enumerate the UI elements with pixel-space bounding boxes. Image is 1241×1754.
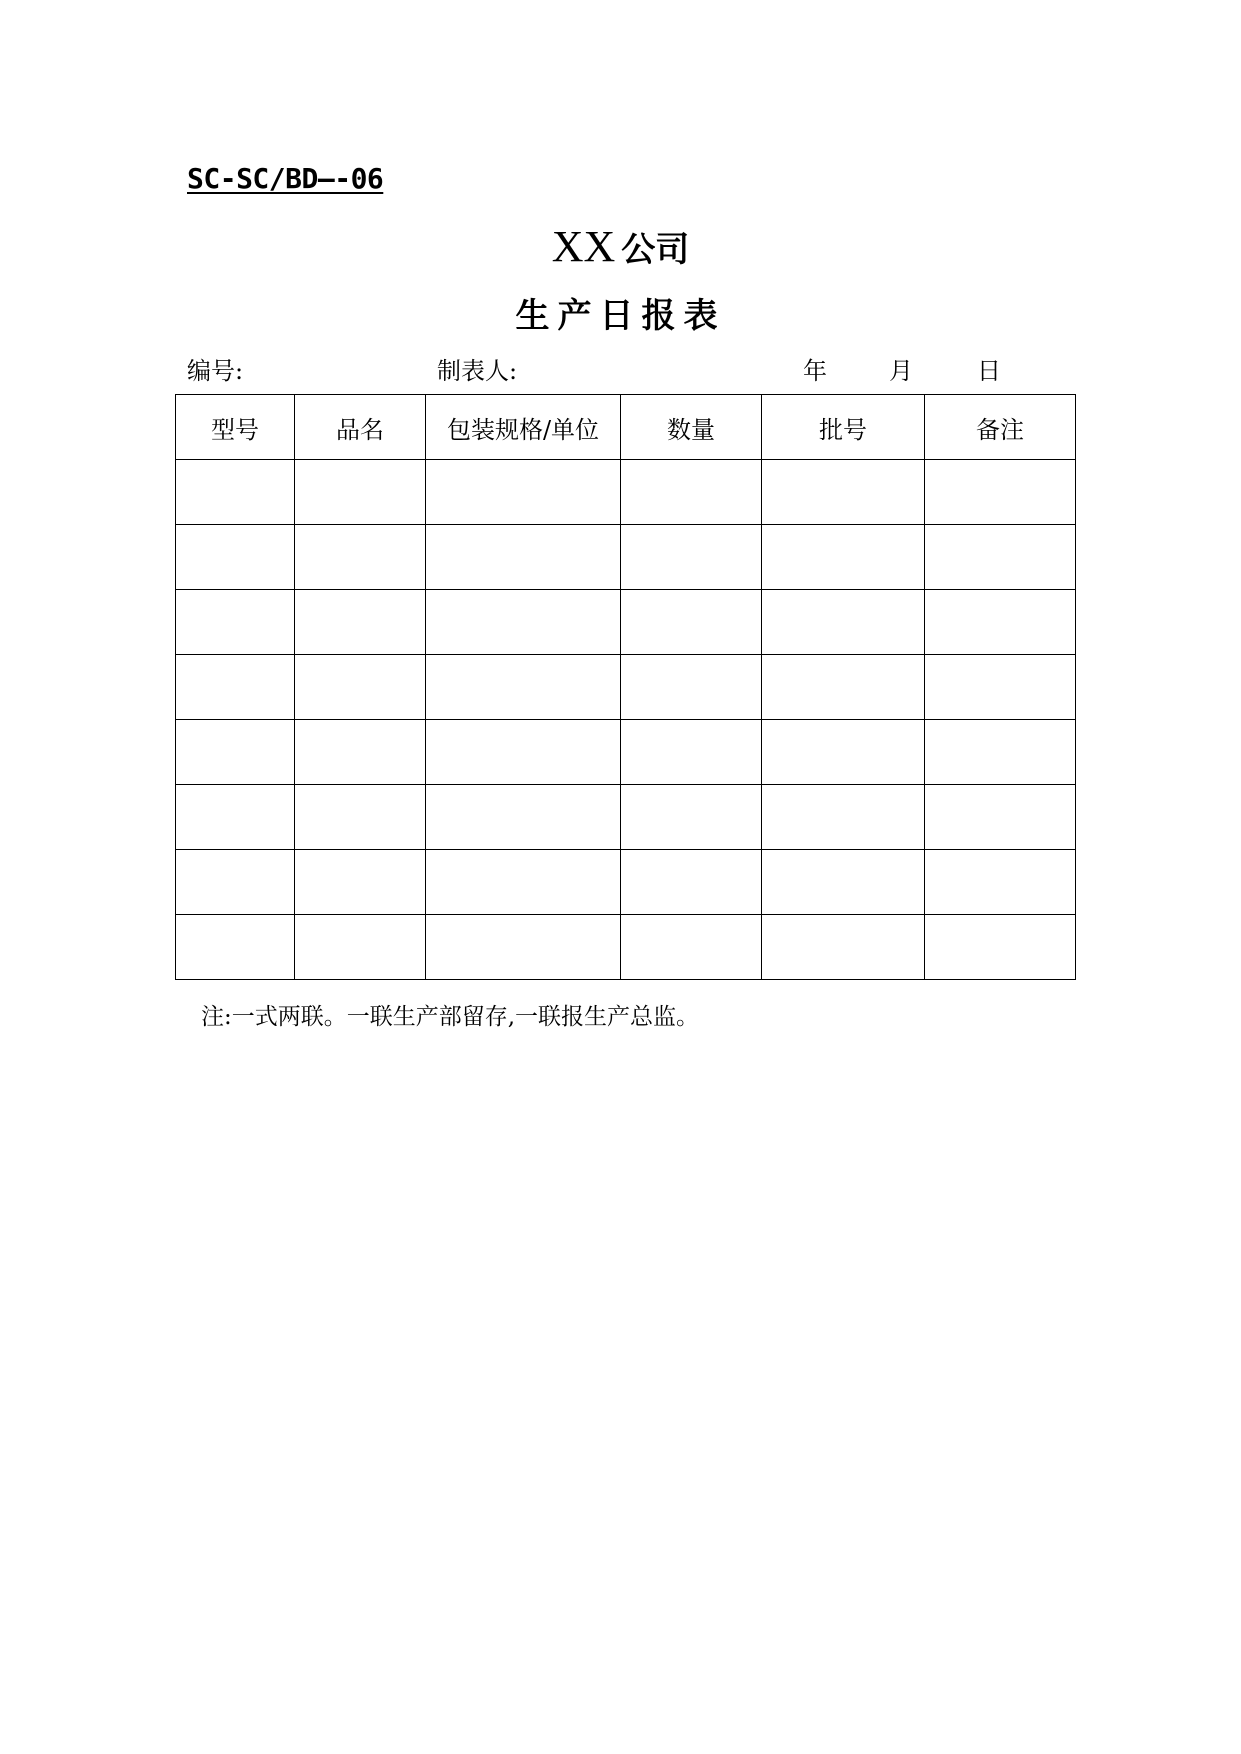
table-cell[interactable]: [621, 525, 762, 590]
table-cell[interactable]: [426, 915, 621, 980]
table-cell[interactable]: [295, 720, 426, 785]
table-cell[interactable]: [176, 720, 295, 785]
table-cell[interactable]: [925, 850, 1076, 915]
table-cell[interactable]: [925, 460, 1076, 525]
table-cell[interactable]: [762, 785, 925, 850]
table-cell[interactable]: [426, 850, 621, 915]
table-row: [176, 850, 1076, 915]
table-cell[interactable]: [426, 655, 621, 720]
production-report-table: [175, 394, 1076, 980]
table-cell[interactable]: [762, 590, 925, 655]
table-cell[interactable]: [426, 785, 621, 850]
table-cell[interactable]: [621, 655, 762, 720]
table-cell[interactable]: [925, 655, 1076, 720]
table-cell[interactable]: [621, 785, 762, 850]
table-cell[interactable]: [295, 785, 426, 850]
table-cell[interactable]: [621, 460, 762, 525]
table-cell[interactable]: [621, 720, 762, 785]
table-cell[interactable]: [621, 850, 762, 915]
table-cell[interactable]: [762, 720, 925, 785]
table-cell[interactable]: [925, 785, 1076, 850]
table-cell[interactable]: [176, 460, 295, 525]
table-cell[interactable]: [762, 850, 925, 915]
table-cell[interactable]: [176, 915, 295, 980]
table-cell[interactable]: [925, 915, 1076, 980]
table-cell[interactable]: [762, 915, 925, 980]
table-row: [176, 590, 1076, 655]
header-quantity: 数量: [621, 395, 762, 460]
table-cell[interactable]: [176, 525, 295, 590]
table-row: [176, 915, 1076, 980]
table-cell[interactable]: [426, 720, 621, 785]
month-label: 月: [889, 357, 913, 385]
header-batch-number: 批号: [762, 395, 925, 460]
table-row: [176, 525, 1076, 590]
table-cell[interactable]: [426, 525, 621, 590]
maker-label: 制表人:: [437, 357, 518, 385]
table-cell[interactable]: [925, 720, 1076, 785]
table-cell[interactable]: [176, 785, 295, 850]
company-name-latin: XX: [551, 222, 616, 271]
table-row: [176, 785, 1076, 850]
header-model: 型号: [176, 395, 295, 460]
table-cell[interactable]: [621, 915, 762, 980]
table-cell[interactable]: [762, 655, 925, 720]
year-label: 年: [803, 357, 827, 385]
form-title: 生产日报表: [515, 296, 726, 336]
table-cell[interactable]: [176, 655, 295, 720]
table-cell[interactable]: [426, 590, 621, 655]
table-cell[interactable]: [295, 525, 426, 590]
table-row: [176, 720, 1076, 785]
table-cell[interactable]: [621, 590, 762, 655]
table-row: [176, 460, 1076, 525]
table-cell[interactable]: [426, 460, 621, 525]
table-cell[interactable]: [176, 590, 295, 655]
table-cell[interactable]: [762, 460, 925, 525]
table-cell[interactable]: [295, 460, 426, 525]
table-cell[interactable]: [925, 525, 1076, 590]
day-label: 日: [977, 357, 1001, 385]
header-product-name: 品名: [295, 395, 426, 460]
table-cell[interactable]: [925, 590, 1076, 655]
company-title: [0, 222, 1241, 275]
header-packaging-spec: 包装规格/单位: [426, 395, 621, 460]
header-remarks: 备注: [925, 395, 1076, 460]
document-code: SC-SC/BD—-06: [187, 162, 384, 195]
number-label: 编号:: [187, 357, 244, 385]
table-header-row: [176, 395, 1076, 460]
company-name-chinese: 公司: [621, 230, 690, 270]
table-cell[interactable]: [295, 915, 426, 980]
table-cell[interactable]: [295, 655, 426, 720]
table-cell[interactable]: [176, 850, 295, 915]
table-cell[interactable]: [762, 525, 925, 590]
table-row: [176, 655, 1076, 720]
footnote: 注:一式两联。一联生产部留存,一联报生产总监。: [201, 1004, 700, 1030]
table-cell[interactable]: [295, 590, 426, 655]
table-cell[interactable]: [295, 850, 426, 915]
